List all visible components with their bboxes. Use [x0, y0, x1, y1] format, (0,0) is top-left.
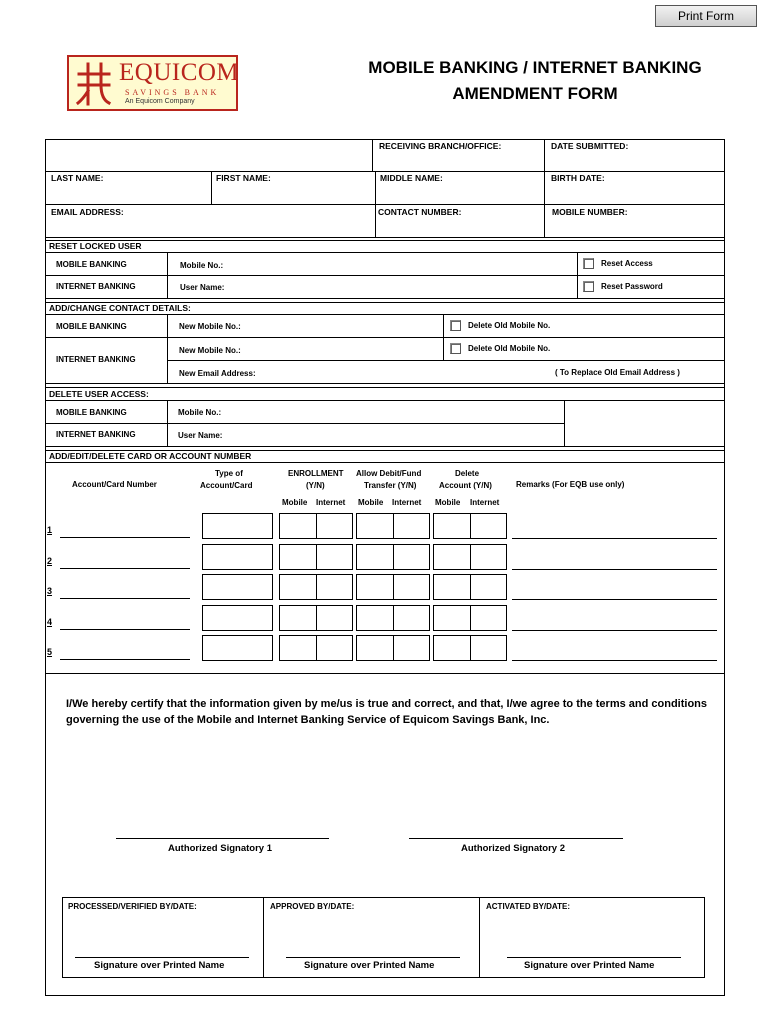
reset-password-checkbox[interactable]: [583, 281, 594, 292]
debit-transfer-internet-input[interactable]: [393, 635, 430, 661]
last-name-field[interactable]: LAST NAME:: [51, 173, 104, 183]
delete-account-internet-input[interactable]: [470, 513, 507, 539]
new-mobile-no-field-2[interactable]: New Mobile No.:: [179, 346, 241, 355]
account-number-input[interactable]: [60, 537, 190, 538]
signature-caption-1: Signature over Printed Name: [94, 960, 225, 971]
account-type-input[interactable]: [202, 635, 273, 661]
activated-by-field[interactable]: ACTIVATED BY/DATE:: [486, 902, 570, 911]
reset-mobile-banking-label: MOBILE BANKING: [56, 260, 127, 269]
enrollment-internet-input[interactable]: [316, 635, 353, 661]
col-enrollment-line-1: ENROLLMENT: [288, 469, 344, 478]
reset-user-name-field[interactable]: User Name:: [180, 283, 225, 292]
first-name-field[interactable]: FIRST NAME:: [216, 173, 271, 183]
col-enrollment-line-2: (Y/N): [306, 481, 325, 490]
signatory-1-label: Authorized Signatory 1: [168, 843, 272, 854]
contact-mobile-banking-label: MOBILE BANKING: [56, 322, 127, 331]
enrollment-mobile-input[interactable]: [279, 513, 317, 539]
debit-transfer-internet-input[interactable]: [393, 513, 430, 539]
remarks-input[interactable]: [512, 569, 717, 570]
enrollment-mobile-input[interactable]: [279, 574, 317, 600]
delete-old-mobile-label-2: Delete Old Mobile No.: [468, 344, 551, 353]
account-row-number: 3: [47, 586, 53, 596]
accounts-section-heading: ADD/EDIT/DELETE CARD OR ACCOUNT NUMBER: [49, 451, 252, 461]
account-row-number: 1: [47, 525, 53, 535]
signature-caption-2: Signature over Printed Name: [304, 960, 435, 971]
sub-enroll-mobile: Mobile: [282, 498, 308, 507]
contact-internet-banking-label: INTERNET BANKING: [56, 355, 136, 364]
new-email-address-field[interactable]: New Email Address:: [179, 369, 256, 378]
reset-access-label: Reset Access: [601, 259, 653, 268]
delete-old-mobile-checkbox-1[interactable]: [450, 320, 461, 331]
account-number-input[interactable]: [60, 568, 190, 569]
col-remarks: Remarks (For EQB use only): [516, 480, 625, 489]
debit-transfer-mobile-input[interactable]: [356, 574, 394, 600]
delete-internet-banking-label: INTERNET BANKING: [56, 430, 136, 439]
delete-account-internet-input[interactable]: [470, 605, 507, 631]
signature-caption-3: Signature over Printed Name: [524, 960, 655, 971]
reset-internet-banking-label: INTERNET BANKING: [56, 282, 136, 291]
email-address-field[interactable]: EMAIL ADDRESS:: [51, 207, 124, 217]
signatory-2-label: Authorized Signatory 2: [461, 843, 565, 854]
enrollment-internet-input[interactable]: [316, 513, 353, 539]
col-type-line-1: Type of: [215, 469, 243, 478]
col-delete-line-1: Delete: [455, 469, 480, 478]
sub-debit-internet: Internet: [392, 498, 422, 507]
debit-transfer-mobile-input[interactable]: [356, 513, 394, 539]
new-mobile-no-field-1[interactable]: New Mobile No.:: [179, 322, 241, 331]
delete-account-mobile-input[interactable]: [433, 574, 471, 600]
contact-section-heading: ADD/CHANGE CONTACT DETAILS:: [49, 303, 191, 313]
page-title-line-1: MOBILE BANKING / INTERNET BANKING: [368, 58, 702, 77]
delete-account-internet-input[interactable]: [470, 544, 507, 570]
logo-tagline: SAVINGS BANK: [125, 88, 220, 97]
processed-verified-field[interactable]: PROCESSED/VERIFIED BY/DATE:: [68, 902, 197, 911]
account-row-number: 2: [47, 555, 53, 566]
sub-enroll-internet: Internet: [316, 498, 346, 507]
logo-name: EQUICOM: [119, 59, 240, 86]
account-number-input[interactable]: [60, 598, 190, 599]
account-type-input[interactable]: [202, 605, 273, 631]
col-type-line-2: Account/Card: [200, 481, 253, 490]
equicom-logo: [67, 55, 238, 111]
delete-account-internet-input[interactable]: [470, 574, 507, 600]
debit-transfer-internet-input[interactable]: [393, 605, 430, 631]
date-submitted-field[interactable]: DATE SUBMITTED:: [551, 141, 629, 151]
enrollment-internet-input[interactable]: [316, 605, 353, 631]
remarks-input[interactable]: [512, 630, 717, 631]
sub-delete-internet: Internet: [470, 498, 500, 507]
delete-user-name-field[interactable]: User Name:: [178, 431, 223, 440]
enrollment-mobile-input[interactable]: [279, 544, 317, 570]
sub-debit-mobile: Mobile: [358, 498, 384, 507]
debit-transfer-mobile-input[interactable]: [356, 635, 394, 661]
certification-text: I/We hereby certify that the information given by me/us is true and correct, and that, I/we agree to the terms and conditions governing the use of the Mobile and Internet Banking Service of Equicom Savings Bank, Inc.: [66, 698, 707, 726]
col-account-card-number: Account/Card Number: [72, 480, 157, 489]
account-type-input[interactable]: [202, 513, 273, 539]
col-delete-line-2: Account (Y/N): [439, 481, 492, 490]
enrollment-internet-input[interactable]: [316, 574, 353, 600]
remarks-input[interactable]: [512, 538, 717, 539]
logo-subtitle: An Equicom Company: [125, 98, 195, 105]
delete-mobile-no-field[interactable]: Mobile No.:: [178, 408, 222, 417]
equicom-logo-mark-icon: [75, 61, 113, 107]
col-debit-line-2: Transfer (Y/N): [364, 481, 417, 490]
replace-email-note: ( To Replace Old Email Address ): [555, 368, 680, 377]
reset-password-label: Reset Password: [601, 282, 663, 291]
reset-section-heading: RESET LOCKED USER: [49, 241, 142, 251]
signatory-1-line[interactable]: [116, 838, 329, 839]
remarks-input[interactable]: [512, 660, 717, 661]
account-number-input[interactable]: [60, 629, 190, 630]
account-number-input[interactable]: [60, 659, 190, 660]
birth-date-field[interactable]: BIRTH DATE:: [551, 173, 605, 183]
receiving-branch-field[interactable]: RECEIVING BRANCH/OFFICE:: [379, 141, 502, 151]
reset-mobile-no-field[interactable]: Mobile No.:: [180, 261, 224, 270]
signatory-2-line[interactable]: [409, 838, 623, 839]
enrollment-mobile-input[interactable]: [279, 635, 317, 661]
account-row-number: 5: [47, 647, 53, 657]
delete-account-mobile-input[interactable]: [433, 513, 471, 539]
approved-by-field[interactable]: APPROVED BY/DATE:: [270, 902, 355, 911]
col-debit-line-1: Allow Debit/Fund: [356, 469, 422, 478]
debit-transfer-internet-input[interactable]: [393, 544, 430, 570]
middle-name-field[interactable]: MIDDLE NAME:: [380, 173, 443, 183]
delete-old-mobile-checkbox-2[interactable]: [450, 343, 461, 354]
account-row-number: 4: [47, 616, 53, 627]
delete-mobile-banking-label: MOBILE BANKING: [56, 408, 127, 417]
enrollment-internet-input[interactable]: [316, 544, 353, 570]
mobile-number-field[interactable]: MOBILE NUMBER:: [552, 207, 628, 217]
delete-account-mobile-input[interactable]: [433, 635, 471, 661]
debit-transfer-internet-input[interactable]: [393, 574, 430, 600]
account-type-input[interactable]: [202, 544, 273, 570]
delete-account-internet-input[interactable]: [470, 635, 507, 661]
remarks-input[interactable]: [512, 599, 717, 600]
delete-old-mobile-label-1: Delete Old Mobile No.: [468, 321, 551, 330]
delete-account-mobile-input[interactable]: [433, 544, 471, 570]
print-form-button[interactable]: Print Form: [655, 5, 757, 27]
enrollment-mobile-input[interactable]: [279, 605, 317, 631]
page-title-line-2: AMENDMENT FORM: [452, 84, 618, 103]
sub-delete-mobile: Mobile: [435, 498, 461, 507]
debit-transfer-mobile-input[interactable]: [356, 605, 394, 631]
debit-transfer-mobile-input[interactable]: [356, 544, 394, 570]
contact-number-field[interactable]: CONTACT NUMBER:: [378, 207, 462, 217]
delete-account-mobile-input[interactable]: [433, 605, 471, 631]
reset-access-checkbox[interactable]: [583, 258, 594, 269]
delete-section-heading: DELETE USER ACCESS:: [49, 389, 149, 399]
account-type-input[interactable]: [202, 574, 273, 600]
